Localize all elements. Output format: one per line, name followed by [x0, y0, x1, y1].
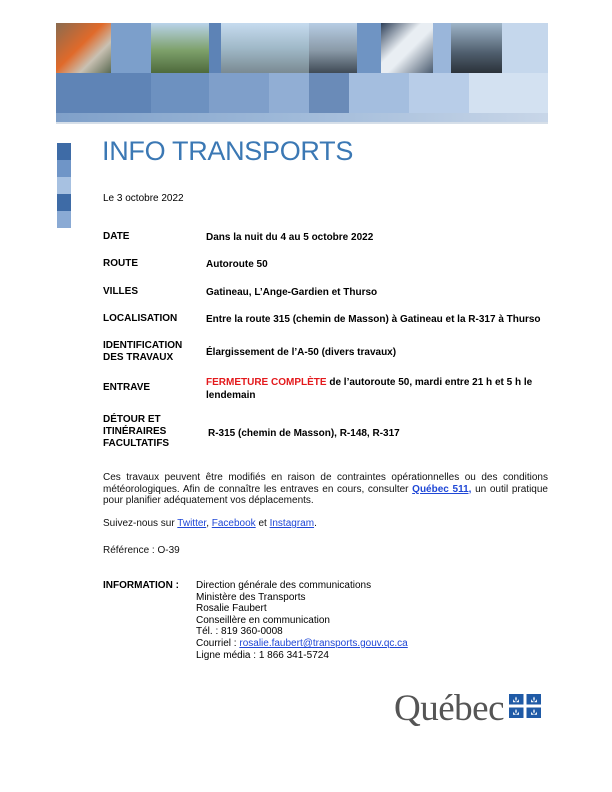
contact-phone: Tél. : 819 360-0008 — [196, 626, 283, 638]
contact-title: Conseillère en communication — [196, 614, 330, 626]
banner-tile — [269, 73, 309, 113]
detail-value: Autoroute 50 — [206, 259, 268, 270]
side-block — [57, 143, 71, 160]
social-paragraph — [103, 518, 548, 530]
banner-tile — [469, 73, 548, 113]
detail-value: Dans la nuit du 4 au 5 octobre 2022 — [206, 232, 374, 243]
banner-tile — [56, 73, 151, 113]
email-link[interactable]: rosalie.faubert@transports.gouv.qc.ca — [239, 637, 408, 649]
side-block — [57, 160, 71, 177]
banner-divider — [56, 122, 548, 124]
banner-stripe — [56, 113, 548, 122]
social-text: , — [206, 518, 212, 529]
highway-sign-tile — [309, 73, 349, 113]
detail-label: DATE — [103, 231, 130, 242]
contact-media-line: Ligne média : 1 866 341-5724 — [196, 649, 329, 661]
contact-name: Rosalie Faubert — [196, 603, 267, 615]
detail-value: Entre la route 315 (chemin de Masson) à Gatineau et la R-317 à Thurso — [206, 314, 541, 325]
bicycle-bus-photo — [451, 23, 502, 73]
contact-line: Ministère des Transports — [196, 591, 306, 603]
banner-photo-strip — [56, 23, 548, 73]
contact-email-line — [196, 638, 408, 650]
social-text: Suivez-nous sur — [103, 518, 178, 529]
banner-tile-strip — [56, 73, 548, 113]
quebec-logo — [394, 689, 554, 729]
detail-value: Élargissement de l’A-50 (divers travaux) — [206, 347, 397, 358]
notice-paragraph — [103, 472, 548, 507]
detail-value: R-315 (chemin de Masson), R-148, R-317 — [208, 428, 400, 439]
header-banner — [56, 23, 548, 113]
highway-photo — [309, 23, 357, 73]
detail-value — [206, 376, 548, 402]
blue-tile-photo — [357, 23, 381, 73]
quebec-511-link[interactable]: Québec 511, — [412, 483, 472, 495]
detail-label — [103, 340, 203, 364]
document-title: INFO TRANSPORTS — [102, 136, 354, 166]
detail-value: Gatineau, L’Ange-Gardien et Thurso — [206, 287, 378, 298]
detail-label-line: DÉTOUR ET — [103, 414, 161, 425]
facebook-link[interactable]: Facebook — [211, 518, 256, 529]
detail-label-line: DES TRAVAUX — [103, 352, 174, 363]
detail-label-line: ITINÉRAIRES — [103, 426, 167, 437]
social-text: . — [314, 518, 317, 529]
email-prefix: Courriel : — [196, 637, 240, 649]
instagram-link[interactable]: Instagram — [269, 518, 315, 529]
blue-tile-photo — [111, 23, 151, 73]
closure-details: de l’autoroute 50, mardi entre 21 h et 5 h le lendemain — [206, 377, 533, 401]
issue-date: Le 3 octobre 2022 — [103, 193, 184, 204]
blue-tile-photo — [433, 23, 451, 73]
blue-tile-photo — [502, 23, 548, 73]
detail-label: LOCALISATION — [103, 313, 178, 324]
side-block — [57, 211, 71, 228]
arch-bridge-photo — [381, 23, 433, 73]
road-landscape-photo — [151, 23, 209, 73]
twitter-link[interactable]: Twitter — [177, 518, 207, 529]
side-block — [57, 177, 71, 194]
closure-highlight: FERMETURE COMPLÈTE — [206, 377, 327, 388]
notice-text: Ces travaux peuvent être modifiés en raison de contraintes opérationnelles ou des conditions météorologiques. Afin de connaître les entraves en cours, consulter — [103, 472, 548, 495]
contact-line: Direction générale des communications — [196, 580, 372, 591]
workers-photo — [56, 23, 111, 73]
banner-tile — [209, 73, 269, 113]
notice-text: un outil pratique pour planifier adéquatement vos déplacements. — [103, 483, 548, 506]
banner-tile — [151, 73, 209, 113]
detail-label: ENTRAVE — [103, 382, 151, 393]
detail-label-line: FACULTATIFS — [103, 438, 170, 449]
quebec-wordmark: Québec — [394, 688, 504, 729]
banner-tile — [409, 73, 469, 113]
detail-label-line: IDENTIFICATION — [103, 340, 183, 351]
detail-label: VILLES — [103, 286, 139, 297]
side-block — [57, 194, 71, 211]
detail-label: ROUTE — [103, 258, 138, 269]
information-contact — [196, 580, 408, 661]
reference-number: Référence : O-39 — [103, 545, 180, 556]
decorative-side-blocks — [57, 143, 71, 228]
fleur-de-lis-flag-icon — [509, 694, 541, 718]
detail-label — [103, 414, 203, 450]
banner-tile — [349, 73, 409, 113]
information-label: INFORMATION : — [103, 580, 179, 591]
harbour-photo — [221, 23, 309, 73]
blue-tile-photo — [209, 23, 221, 73]
social-text: et — [255, 518, 270, 529]
